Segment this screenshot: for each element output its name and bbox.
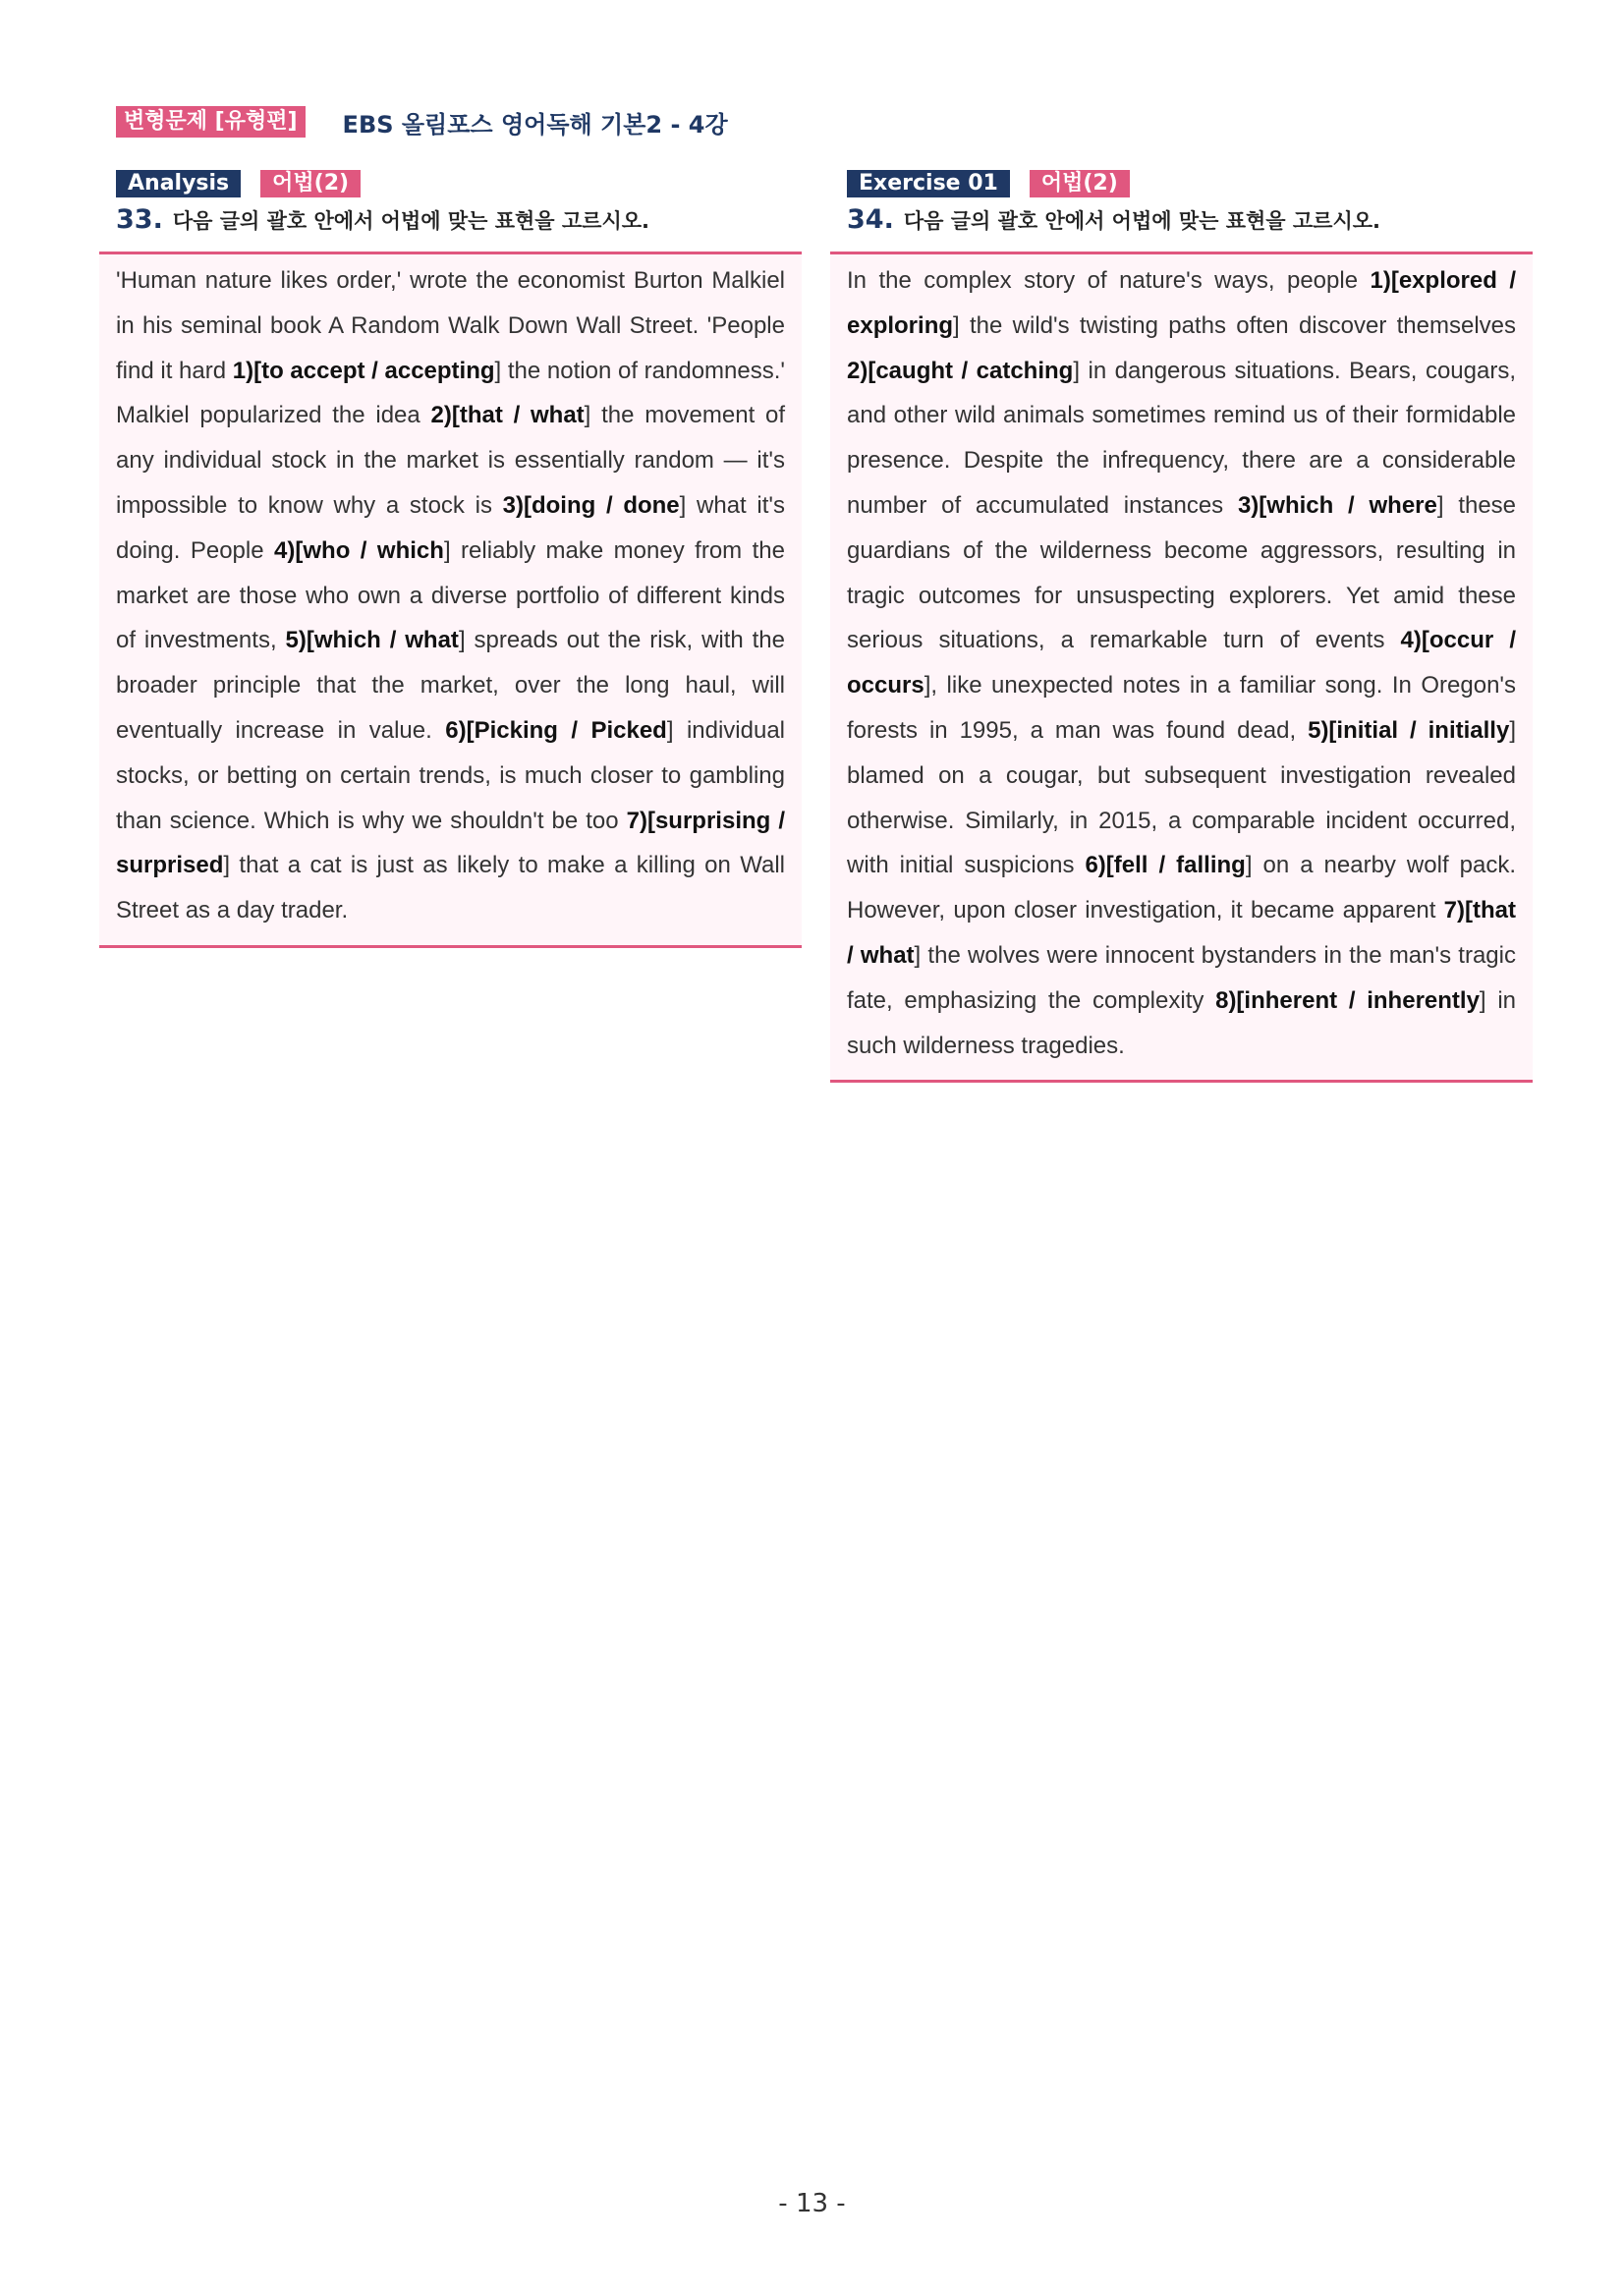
answer-choice: 7)[surprising / surprised [116, 807, 785, 879]
passage-text: ] in dangerous situations. Bears, cougars, and other wild animals sometimes remind us of their formidable presence. Despite the infrequency, there are a considerable number of accumulated instances [847, 357, 1516, 519]
passage-34 [830, 252, 1533, 1083]
answer-choice: 5)[initial / initially [1308, 716, 1510, 744]
page-header [116, 102, 728, 141]
question-number: 33. [116, 204, 163, 235]
passage-text: ] the notion of randomness.' Malkiel popularized the idea [116, 357, 785, 429]
header-title: EBS 올림포스 영어독해 기본2 - 4강 [342, 110, 728, 139]
passage-text: ] in such wilderness tragedies. [847, 986, 1516, 1059]
answer-choice: 3)[doing / done [502, 491, 680, 519]
question-33 [116, 204, 802, 244]
answer-choice: 2)[that / what [430, 402, 585, 429]
passage-text: ] that a cat is just as likely to make a killing on Wall Street as a day trader. [116, 852, 785, 924]
analysis-tags [116, 169, 802, 198]
answer-choice: 6)[Picking / Picked [445, 716, 667, 744]
exercise-column [830, 169, 1533, 1083]
passage-text: ], like unexpected notes in a familiar song. In Oregon's forests in 1995, a man was found dead, [847, 672, 1516, 744]
passage-text: ] spreads out the risk, with the broader principle that the market, over the long haul, will eventually increase in value. [116, 627, 786, 744]
passage-text: 'Human nature likes order,' wrote the economist Burton Malkiel in his seminal book A Random Walk Down Wall Street. 'People find it hard [116, 267, 785, 384]
page-number: - 13 - [778, 2189, 846, 2218]
answer-choice: 4)[occur / occurs [847, 627, 1516, 700]
grammar-tag: 어법(2) [260, 170, 361, 197]
passage-text: ] the wild's twisting paths often discover themselves [953, 311, 1516, 339]
question-34 [847, 204, 1533, 244]
passage-33 [99, 252, 802, 948]
variant-badge: 변형문제 [유형편] [116, 106, 306, 138]
passage-text: ] on a nearby wolf pack. However, upon closer investigation, it became apparent [847, 852, 1516, 924]
analysis-tag: Analysis [116, 170, 241, 197]
passage-text: ] the wolves were innocent bystanders in the man's tragic fate, emphasizing the complexity [847, 941, 1516, 1014]
passage-text: ] individual stocks, or betting on certain trends, is much closer to gambling than science. Which is why we shouldn't be too [116, 716, 786, 834]
question-instruction: 다음 글의 괄호 안에서 어법에 맞는 표현을 고르시오. [172, 209, 650, 233]
question-instruction: 다음 글의 괄호 안에서 어법에 맞는 표현을 고르시오. [903, 209, 1381, 233]
answer-choice: 4)[who / which [274, 536, 444, 564]
answer-choice: 2)[caught / catching [847, 357, 1074, 384]
passage-text: ] these guardians of the wilderness become aggressors, resulting in tragic outcomes for unsuspecting explorers. Yet amid these serious situations, a remarkable turn of events [847, 491, 1517, 654]
answer-choice: 5)[which / what [285, 627, 459, 654]
answer-choice: 1)[explored / exploring [847, 267, 1516, 339]
question-number: 34. [847, 204, 894, 235]
passage-text: ] blamed on a cougar, but subsequent investigation revealed otherwise. Similarly, in 2015, a comparable incident occurred, with initial suspicions [847, 716, 1516, 879]
answer-choice: 7)[that / what [847, 897, 1516, 969]
grammar-tag: 어법(2) [1030, 170, 1130, 197]
passage-text: ] the movement of any individual stock in the market is essentially random — it's impossible to know why a stock is [116, 402, 786, 519]
answer-choice: 3)[which / where [1237, 491, 1437, 519]
passage-text: ] reliably make money from the market are those who own a diverse portfolio of different kinds of investments, [116, 536, 785, 654]
exercise-tag: Exercise 01 [847, 170, 1010, 197]
passage-text: ] what it's doing. People [116, 491, 785, 564]
passage-text: In the complex story of nature's ways, people [847, 267, 1371, 294]
answer-choice: 8)[inherent / inherently [1215, 986, 1480, 1014]
answer-choice: 6)[fell / falling [1085, 852, 1246, 879]
analysis-column [99, 169, 802, 948]
answer-choice: 1)[to accept / accepting [232, 357, 495, 384]
exercise-tags [847, 169, 1533, 198]
